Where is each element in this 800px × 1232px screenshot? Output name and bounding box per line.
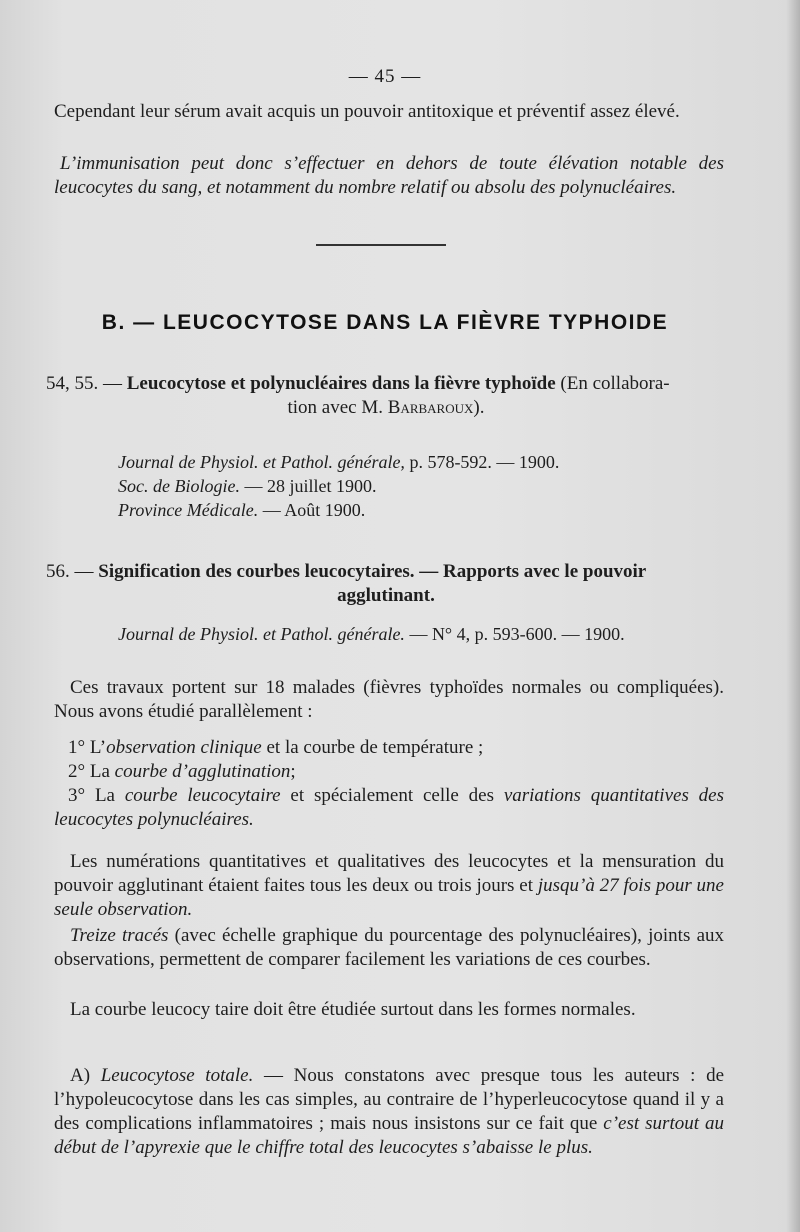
entry-54-55 bbox=[46, 372, 726, 420]
page-edge-shadow bbox=[786, 0, 800, 1232]
collab-name: Barbaroux bbox=[387, 397, 474, 418]
ref-detail: — Août 1900. bbox=[262, 500, 366, 520]
intro-italic-text: L’immunisation peut donc s’effectuer en dehors de toute élévation notable des leucocytes du sang, et notamment du nombre relatif ou absolu des polynucléaires. bbox=[54, 153, 724, 198]
reference-2 bbox=[118, 474, 376, 498]
page-number: — 45 — bbox=[348, 66, 422, 87]
intro-text: Cependant leur sérum avait acquis un pouvoir antitoxique et préventif assez élevé. bbox=[54, 101, 680, 122]
ref-journal: Journal de Physiol. et Pathol. générale. bbox=[118, 624, 405, 644]
entry-collab: (En collabora- bbox=[560, 373, 670, 394]
entry-56 bbox=[46, 560, 726, 608]
ref-journal: Province Médicale. bbox=[118, 500, 259, 520]
ref-detail: — N° 4, p. 593-600. — 1900. bbox=[409, 624, 625, 644]
entry-title-cont: agglutinant. bbox=[337, 585, 435, 606]
list-item-3: 3° La courbe leucocytaire et spécialement celle des variations quantitatives des leucocytes polynucléaires. bbox=[54, 785, 725, 830]
list bbox=[54, 736, 724, 832]
body-paragraph-5: A) Leucocytose totale. — Nous constatons avec presque tous les auteurs : de l’hypoleucocytose dans les cas simples, au contraire de l’hyperleucocytose quand il y a des complications inflammatoires ; mais nous insistons sur ce fait que c’est surtout au début de l’apyrexie que le chiffre total des leucocytes s’abaisse le plus. bbox=[54, 1065, 725, 1158]
entry-number: 56. — bbox=[46, 561, 94, 582]
entry-collab-line: tion avec M. Barbaroux). bbox=[287, 397, 485, 418]
entry-title: Signification des courbes leucocytaires. — Rapports avec le pouvoir bbox=[98, 561, 647, 582]
reference-4 bbox=[118, 622, 625, 646]
body-paragraph-2: Les numérations quantitatives et qualitatives des leucocytes et la mensuration du pouvoir agglutinant étaient faites tous les deux ou trois jours et jusqu’à 27 fois pour une seule observation. bbox=[54, 851, 724, 920]
list-item-1: 1° L’observation clinique et la courbe de température ; bbox=[68, 737, 484, 758]
ref-detail: p. 578-592. — 1900. bbox=[409, 452, 560, 472]
ref-detail: — 28 juillet 1900. bbox=[244, 476, 377, 496]
entry-title: Leucocytose et polynucléaires dans la fièvre typhoïde bbox=[126, 373, 556, 394]
body-paragraph-1: Ces travaux portent sur 18 malades (fièvres typhoïdes normales ou compliquées). Nous avons étudié parallèlement : bbox=[54, 677, 724, 722]
entry-number: 54, 55. — bbox=[46, 373, 122, 394]
intro-italic-paragraph bbox=[54, 152, 724, 200]
ref-journal: Journal de Physiol. et Pathol. générale, bbox=[118, 452, 405, 472]
body-paragraph-4: La courbe leucocy taire doit être étudiée surtout dans les formes normales. bbox=[70, 999, 636, 1020]
reference-3 bbox=[118, 498, 365, 522]
section-title: B. — LEUCOCYTOSE DANS LA FIÈVRE TYPHOIDE bbox=[101, 311, 669, 334]
reference-1 bbox=[118, 450, 559, 474]
list-item-2: 2° La courbe d’agglutination; bbox=[68, 761, 296, 782]
section-divider bbox=[316, 244, 446, 246]
ref-journal: Soc. de Biologie. bbox=[118, 476, 240, 496]
intro-paragraph bbox=[54, 100, 724, 124]
body-paragraph-3: Treize tracés (avec échelle graphique du pourcentage des polynucléaires), joints aux observations, permettent de comparer facilement les variations de ces courbes. bbox=[54, 925, 725, 970]
